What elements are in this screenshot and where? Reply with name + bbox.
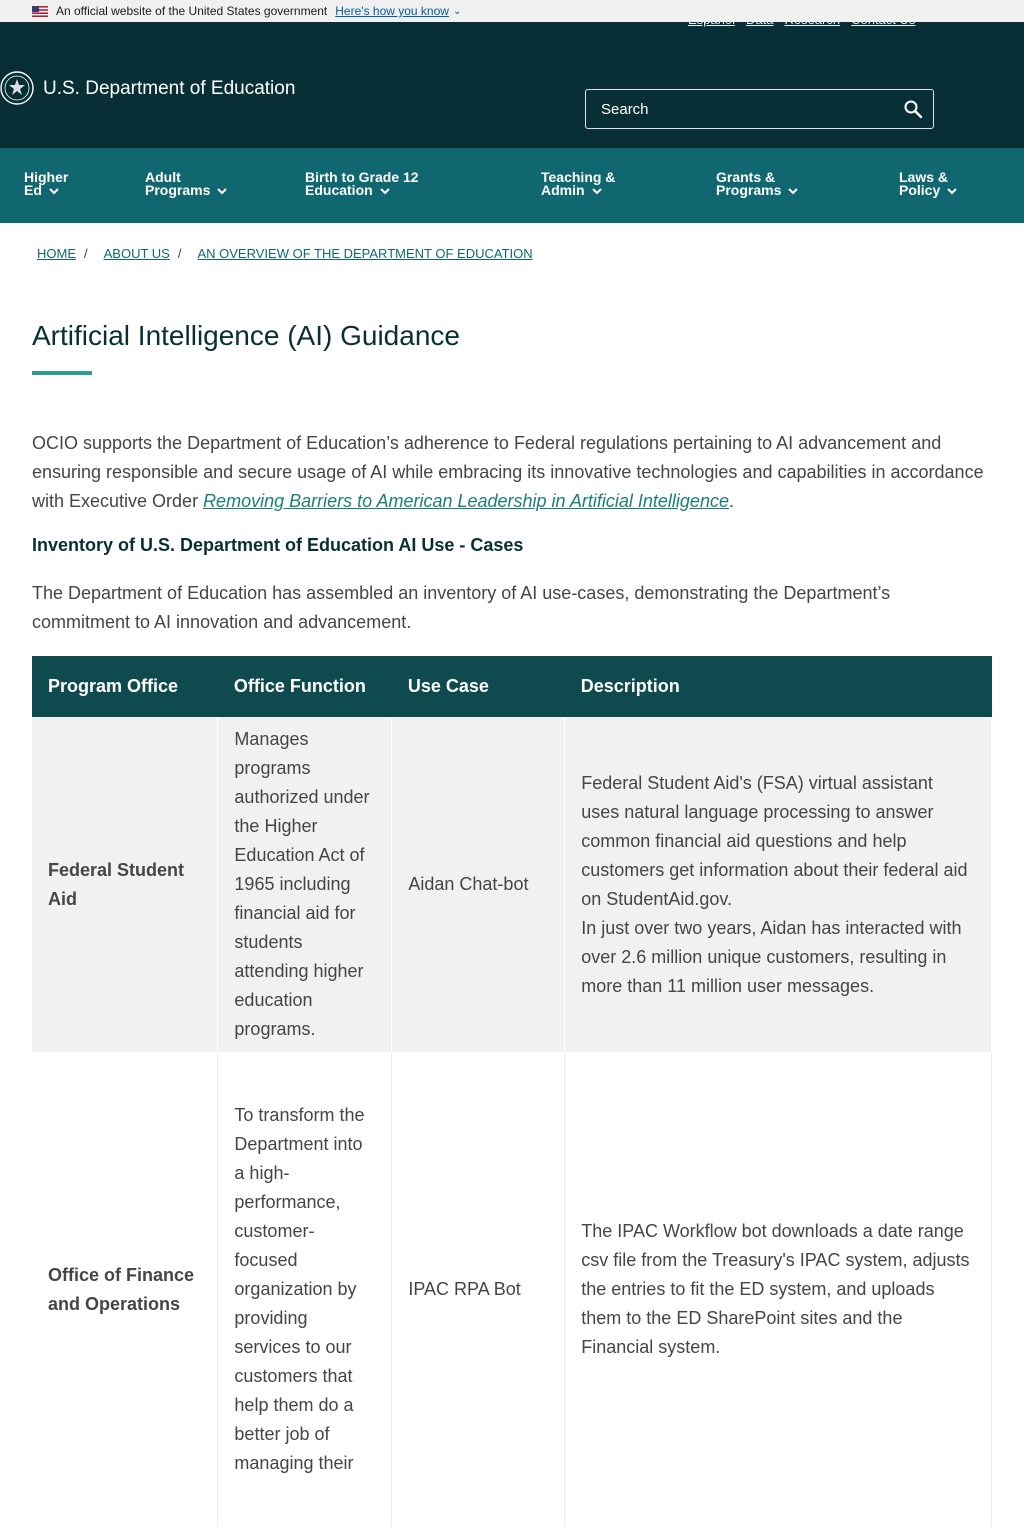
chevron-down-icon <box>217 188 227 195</box>
nav-label-line2: Policy <box>899 182 941 198</box>
nav-item-grants-programs[interactable] <box>716 171 798 197</box>
us-flag-icon <box>32 6 48 17</box>
title-underline <box>32 371 92 375</box>
intro-end: . <box>728 491 734 511</box>
site-title[interactable]: U.S. Department of Education <box>43 78 296 99</box>
nav-label-line2: Ed <box>24 182 42 198</box>
cell-description: The IPAC Workflow bot downloads a date range csv file from the Treasury's IPAC system, adjusts the entries to fit the ED system, and uploads them to the ED SharePoint sites and the Financial system. <box>565 1052 992 1527</box>
chevron-down-icon <box>592 188 602 195</box>
department-seal-icon[interactable] <box>0 71 34 105</box>
nav-label-line1: Birth to Grade 12 <box>305 169 419 185</box>
cell-program-office: Federal Student Aid <box>32 717 218 1052</box>
breadcrumb-separator: / <box>84 246 88 261</box>
chevron-down-icon <box>947 188 957 195</box>
nav-label-line2: Programs <box>716 182 782 198</box>
nav-label-line1: Adult <box>145 169 181 185</box>
chevron-down-icon <box>380 188 390 195</box>
table-row <box>32 717 992 1052</box>
site-header <box>0 22 1024 148</box>
table-header-row <box>32 656 992 717</box>
nav-label-line2: Education <box>305 182 373 198</box>
column-header-office-function: Office Function <box>218 656 392 717</box>
inventory-heading: Inventory of U.S. Department of Education AI Use - Cases <box>32 535 524 555</box>
intro-paragraph <box>32 429 992 516</box>
nav-label-line1: Laws & <box>899 169 949 185</box>
executive-order-link[interactable]: Removing Barriers to American Leadership in Artificial Intelligence <box>203 491 729 511</box>
chevron-down-icon[interactable]: ⌄ <box>452 5 462 17</box>
cell-description <box>565 717 992 1052</box>
gov-banner <box>0 0 1024 22</box>
column-header-use-case: Use Case <box>392 656 565 717</box>
search-icon[interactable] <box>903 99 923 119</box>
breadcrumb <box>37 246 533 261</box>
breadcrumb-separator: / <box>177 246 182 261</box>
column-header-description: Description <box>565 656 992 717</box>
ai-use-case-table <box>32 656 992 1527</box>
nav-item-higher-ed[interactable] <box>24 171 68 197</box>
description-paragraph: Federal Student Aid's (FSA) virtual assistant uses natural language processing to answer common financial aid questions and help customers get information about their federal aid on StudentAid.gov. <box>581 772 968 909</box>
cell-program-office: Office of Finance and Operations <box>32 1052 218 1527</box>
chevron-down-icon <box>49 188 59 195</box>
nav-label-line1: Grants & <box>716 169 776 185</box>
nav-label-line2: Admin <box>541 182 585 198</box>
nav-item-adult-programs[interactable] <box>145 171 227 197</box>
cell-office-function: To transform the Department into a high-performance, customer-focused organization by providing services to our customers that help them do a better job of managing their <box>218 1052 392 1527</box>
cell-use-case: IPAC RPA Bot <box>392 1052 565 1527</box>
nav-label-line1: Higher <box>24 169 69 185</box>
nav-item-teaching-admin[interactable] <box>541 171 615 197</box>
gov-banner-text: An official website of the United States government <box>56 4 328 18</box>
column-header-program-office: Program Office <box>32 656 218 717</box>
search-input[interactable] <box>585 89 934 129</box>
nav-item-laws-policy[interactable] <box>899 171 957 197</box>
cell-use-case: Aidan Chat-bot <box>392 717 565 1052</box>
description-paragraph: In just over two years, Aidan has interacted with over 2.6 million unique customers, resulting in more than 11 million user messages. <box>581 917 962 996</box>
breadcrumb-about-us[interactable]: ABOUT US <box>103 246 170 261</box>
nav-label-line2: Programs <box>145 182 211 198</box>
page-title: Artificial Intelligence (AI) Guidance <box>32 320 460 351</box>
breadcrumb-home[interactable]: HOME <box>37 246 76 261</box>
table-row <box>32 1052 992 1527</box>
inventory-paragraph: The Department of Education has assembled an inventory of AI use-cases, demonstrating the Department’s commitment to AI innovation and advancement. <box>32 583 891 632</box>
nav-label-line1: Teaching & <box>541 169 616 185</box>
nav-item-birth-to-grade-12[interactable] <box>305 171 419 197</box>
breadcrumb-overview[interactable]: AN OVERVIEW OF THE DEPARTMENT OF EDUCATION <box>197 246 533 261</box>
main-nav <box>0 148 1024 223</box>
intro-text: OCIO supports the Department of Education’s adherence to Federal regulations pertaining to AI advancement and ensuring responsible and secure usage of AI while embracing its innovative technologies and capabilities in accordance with Executive Order <box>32 433 984 511</box>
chevron-down-icon <box>788 188 798 195</box>
search-placeholder: Search <box>601 100 649 118</box>
cell-office-function: Manages programs authorized under the Higher Education Act of 1965 including financial aid for students attending higher education programs. <box>218 717 392 1052</box>
heres-how-you-know-link[interactable]: Here's how you know <box>335 4 449 18</box>
